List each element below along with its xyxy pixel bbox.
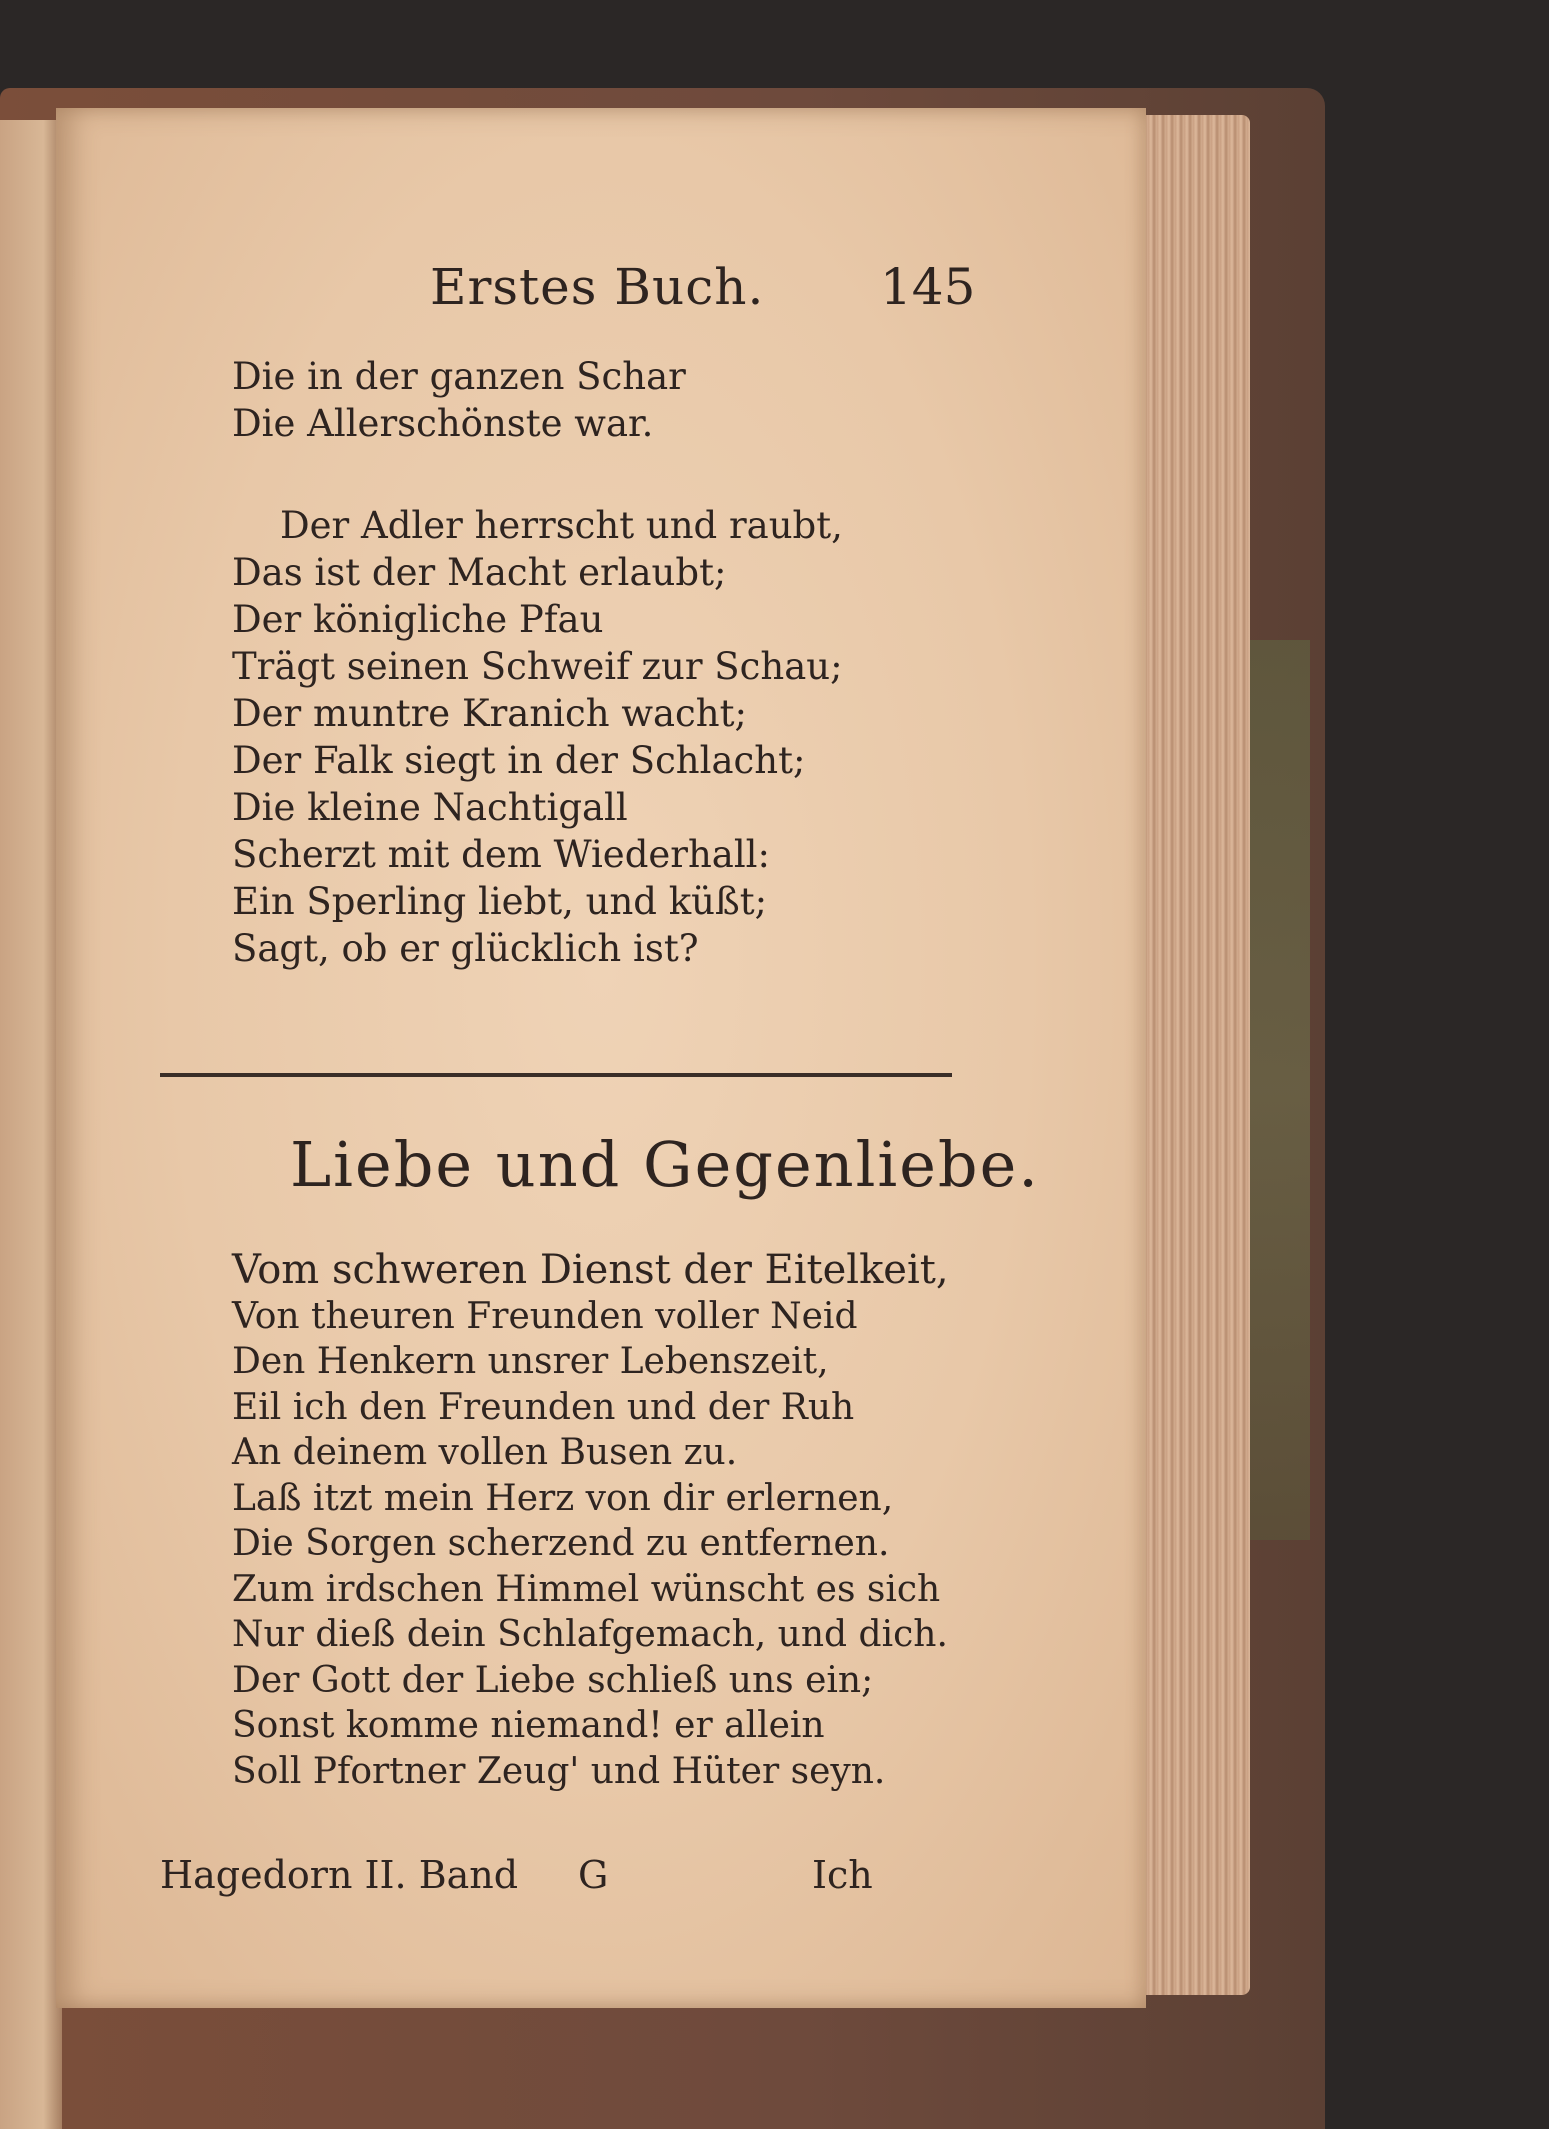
poem-title: Liebe und Gegenliebe. — [290, 1128, 1041, 1201]
signature-line: Hagedorn II. Band — [160, 1853, 519, 1897]
catchword: Ich — [812, 1853, 873, 1897]
verse-line: Das ist der Macht erlaubt; — [232, 551, 727, 594]
verse-line: Den Henkern unsrer Lebenszeit, — [232, 1341, 829, 1382]
verse-line: Der königliche Pfau — [232, 598, 604, 641]
verse-line: Scherzt mit dem Wiederhall: — [232, 833, 770, 876]
verse-line: Die in der ganzen Schar — [232, 355, 686, 398]
verse-line: Sagt, ob er glücklich ist? — [232, 927, 699, 970]
page-edges — [1130, 115, 1250, 1995]
verse-line: Ein Sperling liebt, und küßt; — [232, 880, 768, 923]
verse-line: Die kleine Nachtigall — [232, 786, 628, 829]
cover-cloth-band — [1250, 640, 1310, 1540]
verse-line: Vom schweren Dienst der Eitelkeit, — [232, 1247, 949, 1293]
verse-line: Der Falk siegt in der Schlacht; — [232, 739, 806, 782]
verse-line: Von theuren Freunden voller Neid — [232, 1295, 858, 1337]
verse-line: Sonst komme niemand! er allein — [232, 1705, 825, 1746]
verse-line: Der Gott der Liebe schließ uns ein; — [232, 1659, 874, 1701]
verse-line: Nur dieß dein Schlafgemach, und dich. — [232, 1614, 948, 1655]
stanza-2 — [232, 502, 843, 972]
verse-line: Soll Pfortner Zeug' und Hüter seyn. — [232, 1750, 886, 1792]
running-head: Erstes Buch. — [430, 258, 765, 316]
verse-line: Die Allerschönste war. — [232, 402, 654, 445]
section-rule — [160, 1073, 952, 1077]
signature-mark: G — [578, 1853, 609, 1897]
verse-line: Laß itzt mein Herz von dir erlernen, — [232, 1477, 894, 1519]
verse-line: Die Sorgen scherzend zu entfernen. — [232, 1523, 890, 1564]
left-page-edge — [0, 120, 62, 2129]
poem-body — [232, 1248, 949, 1794]
verse-line: Der muntre Kranich wacht; — [232, 692, 747, 735]
verse-line: Trägt seinen Schweif zur Schau; — [232, 645, 843, 688]
stanza-1 — [232, 353, 686, 447]
verse-line: Zum irdschen Himmel wünscht es sich — [232, 1568, 941, 1610]
verse-line: Der Adler herrscht und raubt, — [280, 504, 843, 547]
verse-line: An deinem vollen Busen zu. — [232, 1432, 738, 1473]
verse-line: Eil ich den Freunden und der Ruh — [232, 1386, 855, 1428]
page-number: 145 — [880, 258, 976, 316]
